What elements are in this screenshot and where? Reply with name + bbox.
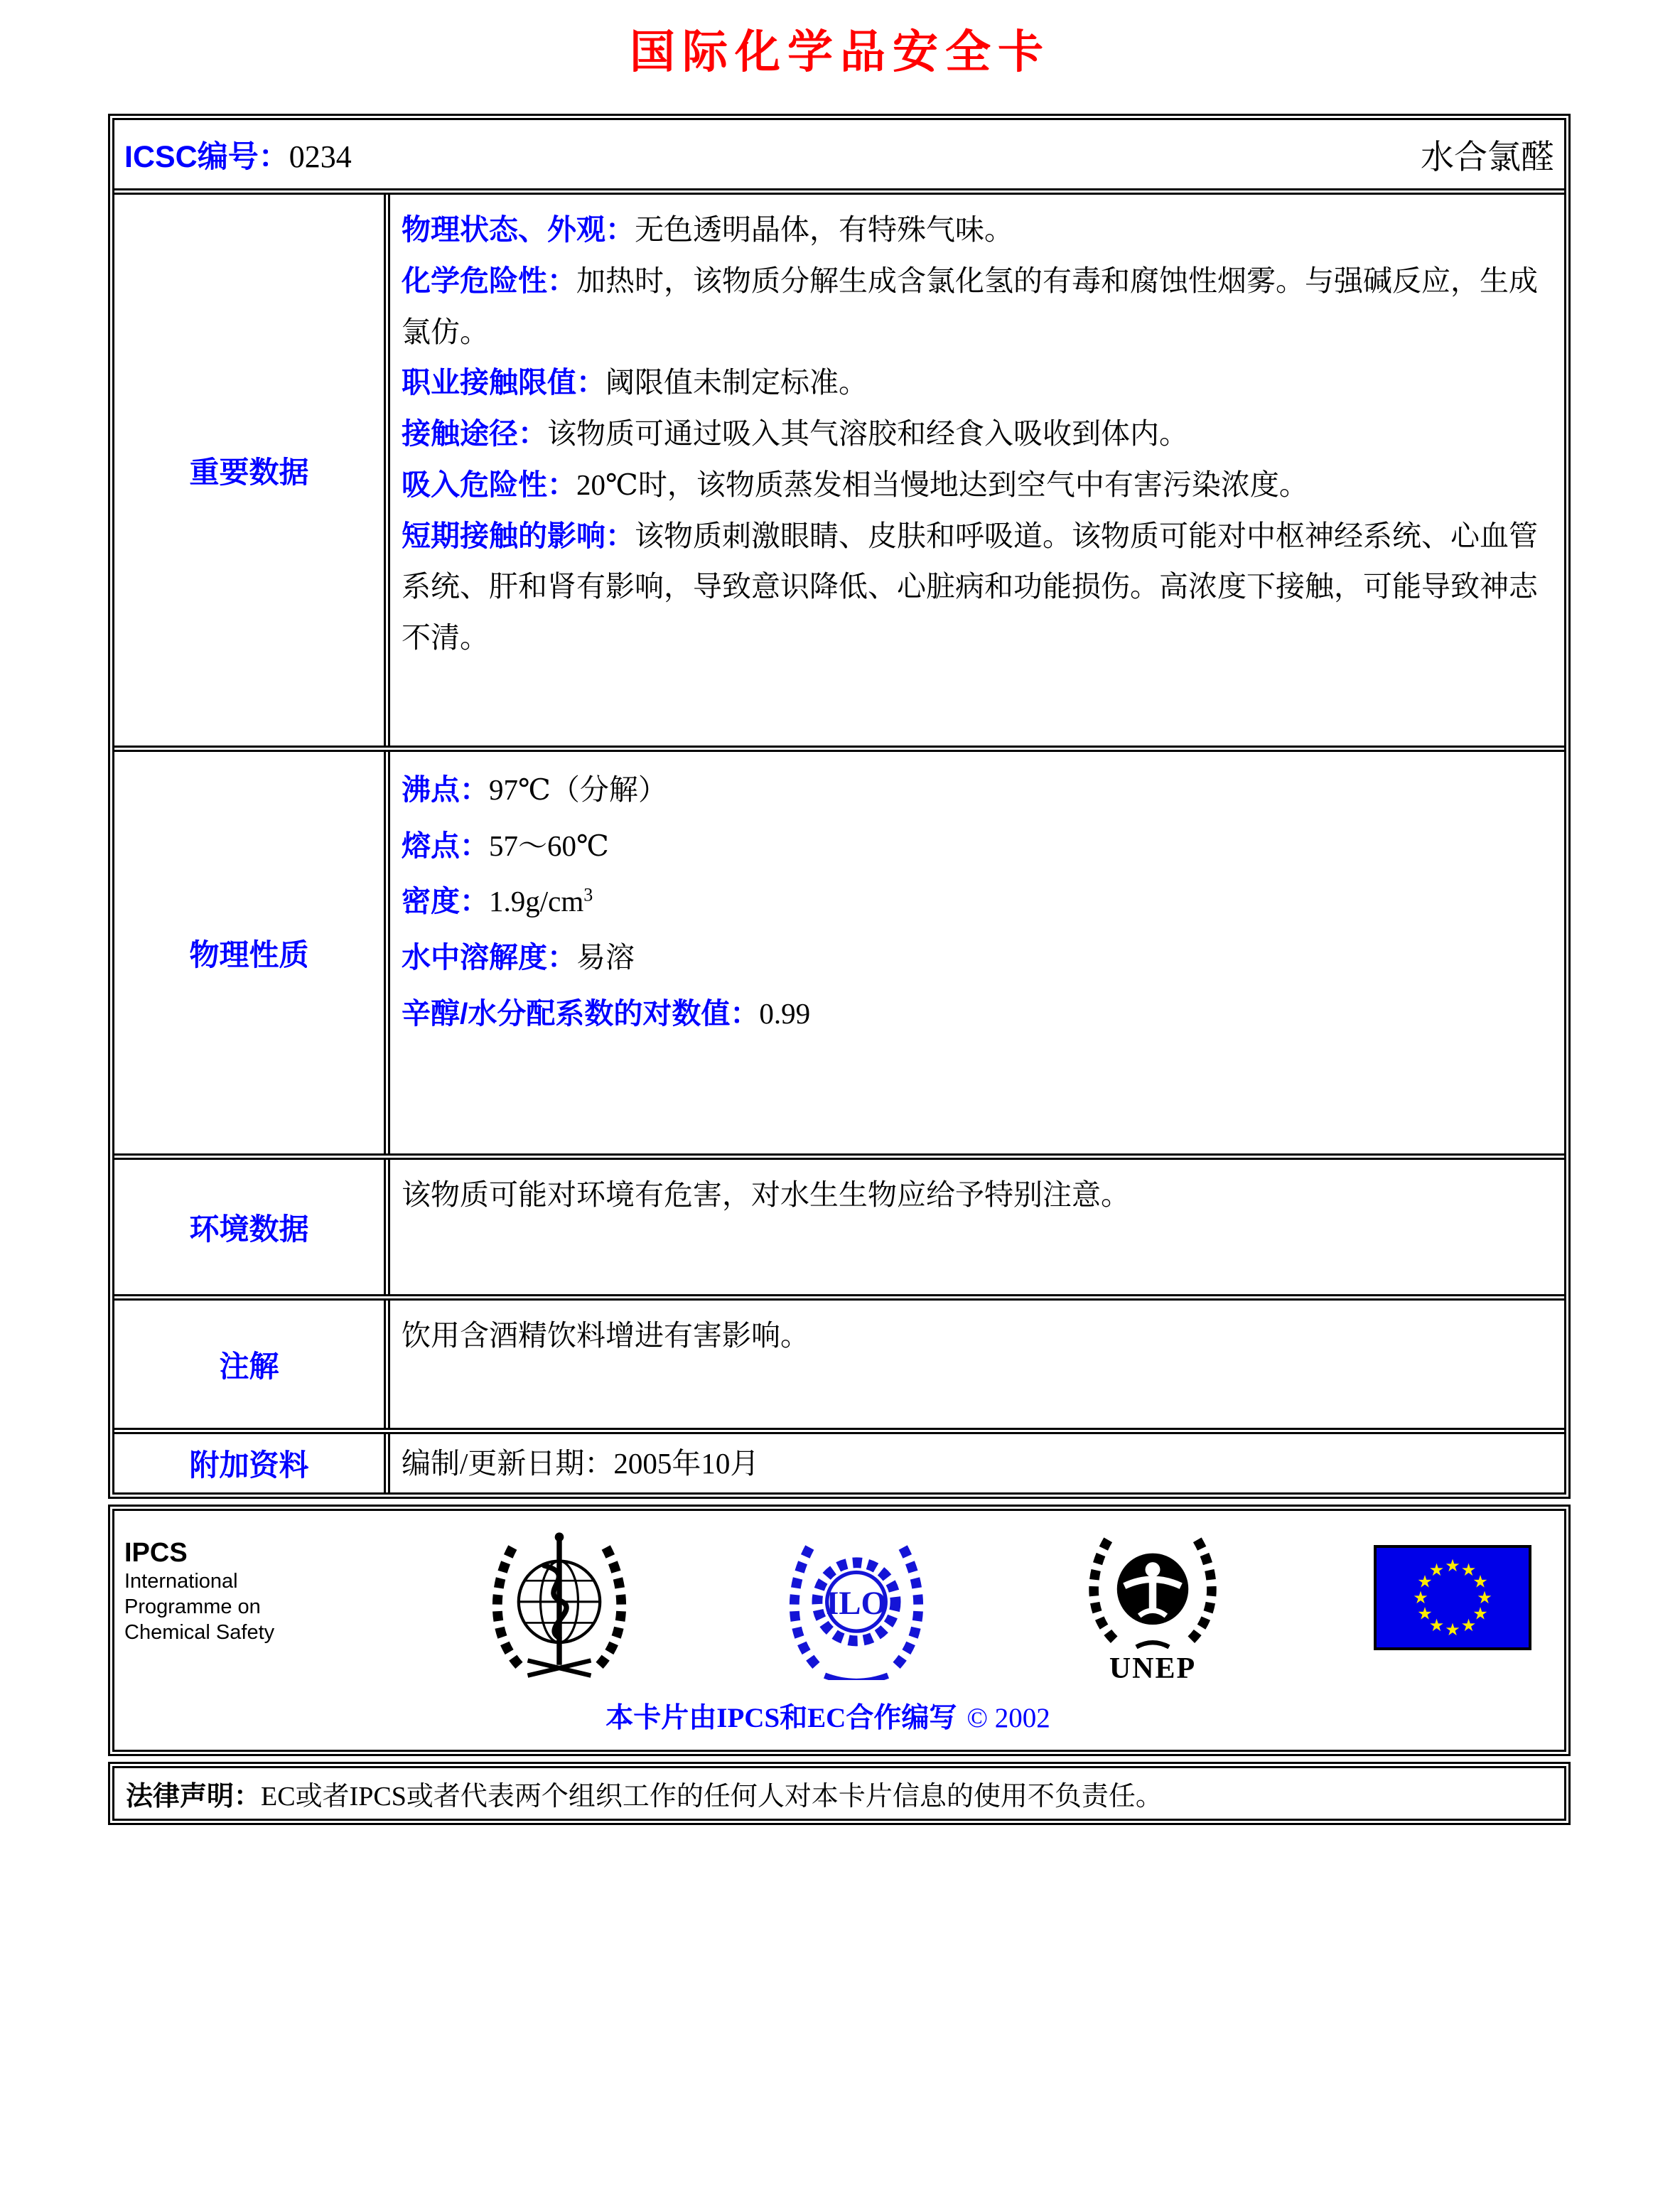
data-entry: [402, 460, 1550, 511]
notes-text: 饮用含酒精饮料增进有害影响。: [402, 1319, 809, 1352]
entry-label: 吸入危险性：: [402, 468, 576, 501]
notes-content: [390, 1301, 1564, 1428]
eu-star-icon: ★: [1417, 1603, 1433, 1624]
unep-label: UNEP: [1109, 1652, 1197, 1685]
copyright-text: 本卡片由IPCS和EC合作编写: [605, 1702, 957, 1733]
property-label: 辛醇/水分配系数的对数值：: [402, 996, 760, 1030]
property-label: 熔点：: [402, 829, 489, 862]
icsc-number-cell: [124, 133, 352, 176]
ipcs-line-3: Chemical Safety: [124, 1621, 275, 1645]
property-value-superscript: 3: [583, 884, 593, 905]
eu-flag-icon: [1374, 1545, 1531, 1650]
update-date-label: 编制/更新日期：: [402, 1447, 614, 1480]
property-value: 1.9g/cm: [489, 885, 584, 918]
property-value: 0.99: [759, 996, 811, 1030]
logos-row: [124, 1528, 1531, 1686]
notes-row: [114, 1294, 1564, 1428]
additional-info-row: [114, 1428, 1564, 1492]
eu-flag-holder: [1374, 1528, 1531, 1654]
legal-disclaimer: [108, 1762, 1571, 1825]
icsc-main-table: [108, 114, 1571, 1499]
entry-label: 职业接触限值：: [402, 366, 605, 399]
entry-label: 物理状态、外观：: [402, 213, 635, 246]
entry-text: 加热时，该物质分解生成含氯化氢的有毒和腐蚀性烟雾。与强碱反应，生成氯仿。: [402, 264, 1538, 348]
icsc-number-value: 0234: [289, 139, 352, 174]
chemical-name: 水合氯醛: [1421, 139, 1554, 176]
eu-star-icon: ★: [1472, 1603, 1488, 1624]
property-value: 97℃（分解）: [489, 773, 667, 806]
eu-star-icon: ★: [1472, 1571, 1488, 1592]
physical-properties-content: [390, 752, 1564, 1153]
data-entry: [402, 256, 1550, 358]
eu-star-icon: ★: [1445, 1619, 1460, 1640]
ipcs-line-1: International: [124, 1569, 238, 1593]
unep-block: [1078, 1528, 1227, 1686]
property-label: 沸点：: [402, 773, 489, 806]
entry-text: 20℃时，该物质蒸发相当慢地达到空气中有害污染浓度。: [576, 468, 1308, 501]
disclaimer-text: EC或者IPCS或者代表两个组织工作的任何人对本卡片信息的使用不负责任。: [261, 1781, 1163, 1812]
organizations-footer: [108, 1505, 1571, 1756]
ilo-emblem-icon: [781, 1528, 932, 1680]
eu-star-icon: ★: [1417, 1571, 1433, 1592]
ipcs-line-2: Programme on: [124, 1595, 261, 1618]
data-entry: [402, 409, 1550, 460]
row-label-important-data: 重要数据: [114, 195, 390, 746]
entry-label: 接触途径：: [402, 417, 547, 450]
row-label-notes: 注解: [114, 1301, 390, 1428]
physical-properties-row: [114, 746, 1564, 1153]
eu-star-icon: ★: [1428, 1559, 1445, 1580]
entry-text: 该物质刺激眼睛、皮肤和呼吸道。该物质可能对中枢神经系统、心血管系统、肝和肾有影响，导致意识降低、心脏病和功能损伤。高浓度下接触，可能导致神志不清。: [402, 519, 1538, 654]
copyright-year: © 2002: [966, 1702, 1050, 1733]
data-entry: [402, 511, 1550, 664]
icsc-number-label: ICSC编号：: [124, 139, 289, 174]
card-wrapper: [108, 114, 1571, 1825]
entry-text: 阈限值未制定标准。: [605, 366, 868, 399]
additional-info-content: [390, 1434, 1564, 1492]
property-label: 水中溶解度：: [402, 941, 576, 974]
important-data-content: [390, 195, 1564, 746]
entry-text: 该物质可通过吸入其气溶胶和经食入吸收到体内。: [547, 417, 1188, 450]
row-label-additional-info: 附加资料: [114, 1434, 390, 1492]
header-row: [114, 120, 1564, 188]
entry-text: 无色透明晶体，有特殊气味。: [635, 213, 1013, 246]
eu-star-icon: ★: [1477, 1587, 1492, 1608]
disclaimer-label: 法律声明：: [126, 1781, 262, 1812]
environmental-data-content: [390, 1160, 1564, 1294]
property-entry: [402, 762, 1550, 818]
row-label-physical-properties: 物理性质: [114, 752, 390, 1153]
entry-label: 化学危险性：: [402, 264, 576, 297]
update-date-value: 2005年10月: [613, 1447, 760, 1480]
property-entry: [402, 930, 1550, 986]
entry-label: 短期接触的影响：: [402, 519, 635, 552]
eu-star-icon: ★: [1460, 1559, 1477, 1580]
icsc-card-page: [0, 16, 1680, 1825]
environmental-data-text: 该物质可能对环境有危害，对水生生物应给予特别注意。: [402, 1178, 1130, 1211]
unep-emblem-icon: [1078, 1528, 1227, 1656]
ipcs-acronym: IPCS: [124, 1537, 188, 1568]
page-title: 国际化学品安全卡: [630, 27, 1050, 77]
environmental-data-row: [114, 1153, 1564, 1294]
eu-star-icon: ★: [1460, 1615, 1477, 1635]
property-value: 57～60℃: [489, 829, 609, 862]
eu-star-icon: ★: [1445, 1555, 1460, 1576]
property-entry: [402, 873, 1550, 930]
property-entry: [402, 986, 1550, 1042]
property-label: 密度：: [402, 885, 489, 918]
copyright-row: [124, 1696, 1531, 1735]
who-emblem-icon: [484, 1528, 635, 1680]
property-entry: [402, 818, 1550, 874]
eu-star-icon: ★: [1413, 1587, 1428, 1608]
data-entry: [402, 205, 1550, 256]
ipcs-text-block: [124, 1528, 338, 1646]
important-data-row: [114, 188, 1564, 746]
row-label-environmental-data: 环境数据: [114, 1160, 390, 1294]
data-entry: [402, 357, 1550, 409]
property-value: 易溶: [576, 941, 635, 974]
eu-star-icon: ★: [1428, 1615, 1445, 1635]
svg-text:ILO: ILO: [826, 1584, 887, 1622]
